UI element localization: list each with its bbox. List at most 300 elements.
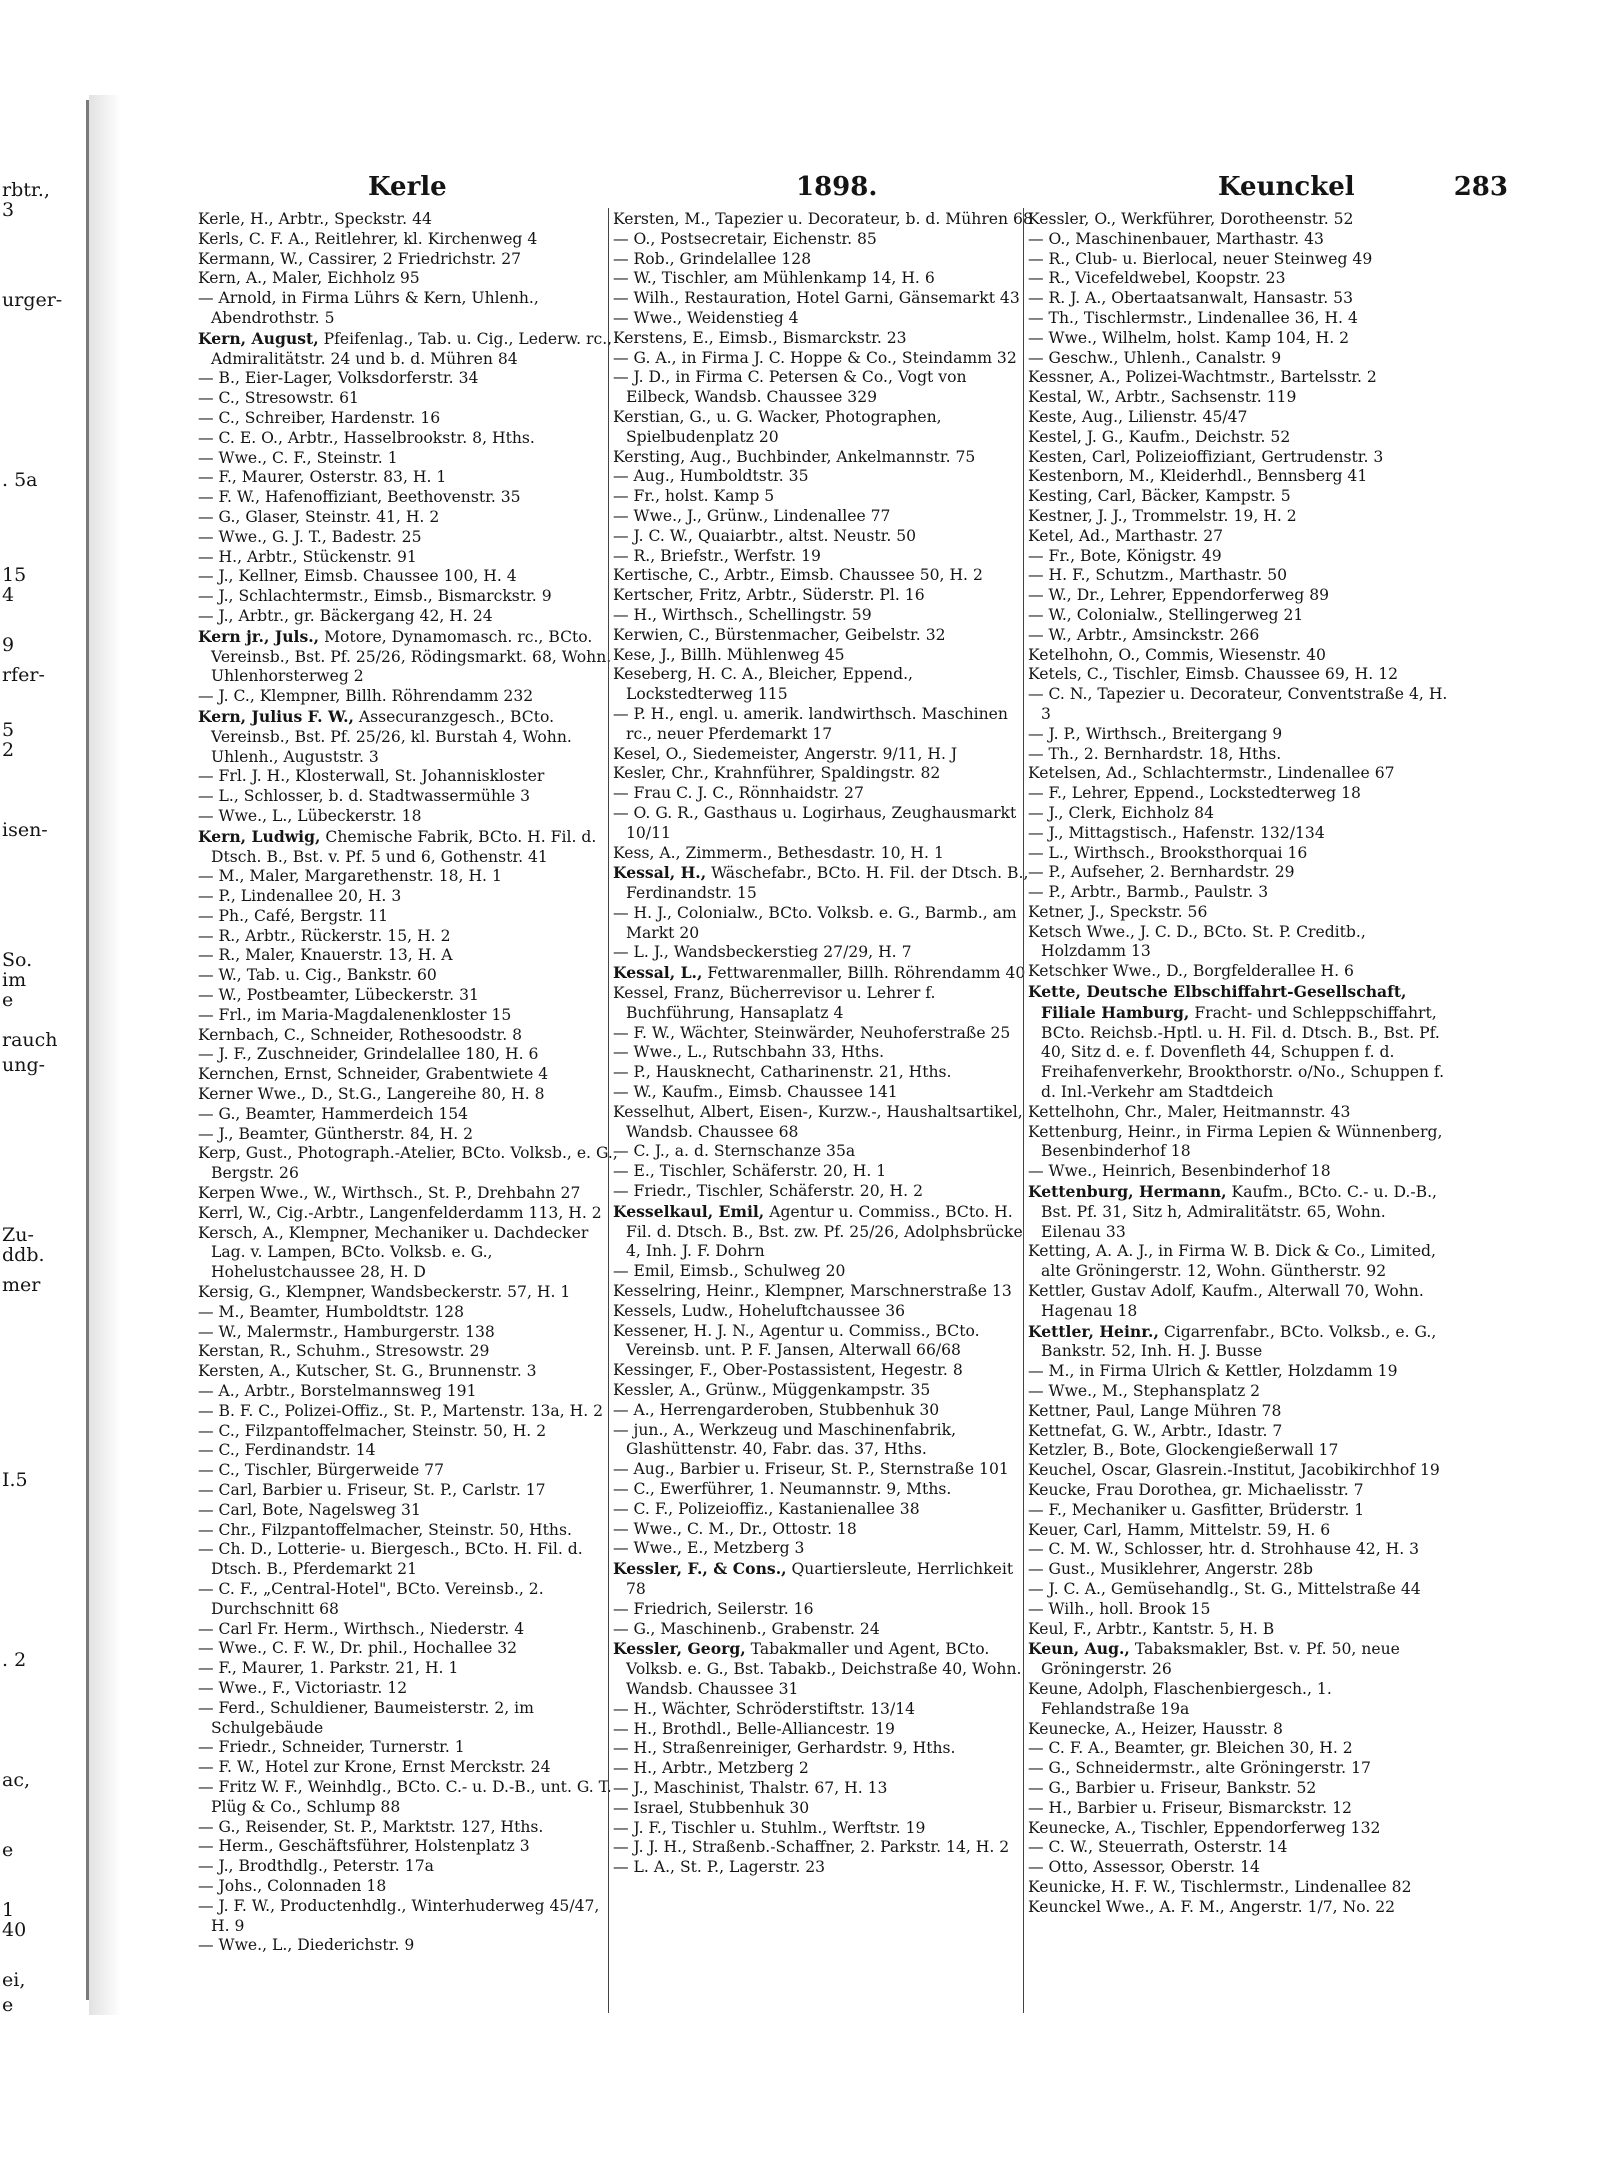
entry-text: Ketner, J., Speckstr. 56 [1028, 902, 1208, 921]
entry-bold-name: Kessler, Georg, [613, 1639, 746, 1659]
entry-text: — J. P., Wirthsch., Breitergang 9 [1028, 724, 1283, 743]
entry-text: Ketschker Wwe., D., Borgfelderallee H. 6 [1028, 962, 1354, 981]
entry-text: Kestel, J. G., Kaufm., Deichstr. 52 [1028, 427, 1291, 446]
directory-entry [198, 787, 618, 807]
directory-entry [1028, 903, 1448, 923]
previous-page-text-fragment: So. [2, 949, 33, 971]
directory-entry [613, 566, 1033, 586]
directory-entry [613, 1361, 1033, 1381]
previous-page-text-fragment: rauch [2, 1029, 58, 1051]
entry-text: Kerner Wwe., D., St.G., Langereihe 80, H. 8 [198, 1085, 545, 1104]
directory-entry [613, 1202, 1033, 1262]
entry-text: Kern, A., Maler, Eichholz 95 [198, 269, 420, 288]
entry-text: — J. C. W., Quaiarbtr., altst. Neustr. 50 [613, 526, 917, 545]
directory-entry [613, 1421, 1033, 1461]
entry-text: — W., Kaufm., Eimsb. Chaussee 141 [613, 1083, 898, 1102]
directory-entry [1028, 1878, 1448, 1898]
previous-page-text-fragment: urger- [2, 289, 63, 311]
directory-entry [613, 844, 1033, 864]
entry-text: Ketsch Wwe., J. C. D., BCto. St. P. Creditb., Holzdamm 13 [1028, 922, 1366, 961]
directory-entry [1028, 1759, 1448, 1779]
directory-entry [613, 487, 1033, 507]
entry-text: — Carl, Bote, Nagelsweg 31 [198, 1500, 421, 1519]
directory-entry [1028, 606, 1448, 626]
entry-text: Cigarrenfabr., BCto. Volksb., e. G., Bankstr. 52, Inh. H. J. Busse [1041, 1322, 1437, 1361]
directory-entry [613, 1739, 1033, 1759]
directory-entry [1028, 1540, 1448, 1560]
directory-entry [198, 269, 618, 289]
directory-entry [613, 507, 1033, 527]
book-gutter-shadow [89, 95, 121, 2015]
directory-entry [1028, 824, 1448, 844]
directory-entry [198, 1481, 618, 1501]
entry-text: — G. A., in Firma J. C. Hoppe & Co., Steindamm 32 [613, 348, 1017, 367]
entry-text: Kessener, H. J. N., Agentur u. Commiss., BCto. Vereinsb. unt. P. F. Jansen, Alterwall 66/68 [613, 1321, 980, 1360]
directory-entry [198, 429, 618, 449]
directory-entry [613, 250, 1033, 270]
directory-entry [613, 408, 1033, 448]
directory-entry [613, 210, 1033, 230]
directory-entry [1028, 1858, 1448, 1878]
directory-entry [1028, 230, 1448, 250]
directory-entry [1028, 685, 1448, 725]
directory-entry [198, 1738, 618, 1758]
entry-text: Kettnefat, G. W., Arbtr., Idastr. 7 [1028, 1421, 1283, 1440]
column-1 [198, 210, 618, 1956]
directory-entry [613, 1500, 1033, 1520]
entry-text: Kersch, A., Klempner, Mechaniker u. Dachdecker Lag. v. Lampen, BCto. Volksb. e. G., Hohelustchaussee 28, H. D [198, 1223, 589, 1282]
entry-text: — W., Tab. u. Cig., Bankstr. 60 [198, 966, 437, 985]
directory-entry [198, 627, 618, 687]
entry-text: — Wwe., Weidenstieg 4 [613, 308, 799, 327]
directory-entry [613, 904, 1033, 944]
directory-entry [1028, 1898, 1448, 1918]
directory-page [123, 108, 1533, 2028]
entry-text: Kestenborn, M., Kleiderhdl., Bennsberg 41 [1028, 467, 1368, 486]
previous-page-text-fragment: 3 [2, 199, 15, 221]
directory-entry [198, 1382, 618, 1402]
entry-text: — J., Maschinist, Thalstr. 67, H. 13 [613, 1778, 888, 1797]
entry-text: — P., Hausknecht, Catharinenstr. 21, Hths. [613, 1063, 952, 1082]
entry-text: — Wwe., L., Diederichstr. 9 [198, 1936, 415, 1955]
entry-text: Kesting, Carl, Bäcker, Kampstr. 5 [1028, 487, 1291, 506]
entry-text: — Rob., Grindelallee 128 [613, 249, 812, 268]
directory-entry [1028, 448, 1448, 468]
directory-entry [1028, 408, 1448, 428]
directory-entry [1028, 665, 1448, 685]
entry-text: — R., Maler, Knauerstr. 13, H. A [198, 946, 453, 965]
entry-text: — A., Herrengarderoben, Stubbenhuk 30 [613, 1400, 940, 1419]
directory-entry [613, 1162, 1033, 1182]
directory-entry [613, 1282, 1033, 1302]
directory-entry [1028, 1182, 1448, 1242]
entry-text: — C. J., a. d. Sternschanze 35a [613, 1142, 856, 1161]
previous-page-text-fragment: 40 [2, 1919, 27, 1941]
directory-entry [613, 1063, 1033, 1083]
entry-text: — Frl., im Maria-Magdalenenkloster 15 [198, 1005, 512, 1024]
entry-text: — J., Kellner, Eimsb. Chaussee 100, H. 4 [198, 567, 517, 586]
entry-text: — R., Vicefeldwebel, Koopstr. 23 [1028, 269, 1286, 288]
entry-text: Kerwien, C., Bürstenmacher, Geibelstr. 32 [613, 625, 946, 644]
entry-text: — W., Dr., Lehrer, Eppendorferweg 89 [1028, 586, 1330, 605]
entry-bold-name: Kettler, Heinr., [1028, 1321, 1159, 1341]
entry-text: Agentur u. Commiss., BCto. H. Fil. d. Dtsch. B., Bst. zw. Pf. 25/26, Adolphsbrücke 4, Inh. J. F. Dohrn [626, 1202, 1023, 1261]
directory-entry [613, 863, 1033, 904]
entry-text: Pfeifenlag., Tab. u. Cig., Lederw. rc., Admiralitätstr. 24 und b. d. Mühren 84 [211, 329, 613, 368]
entry-text: Chemische Fabrik, BCto. H. Fil. d. Dtsch. B., Bst. v. Pf. 5 und 6, Gothenstr. 41 [211, 827, 597, 866]
entry-text: Keunecke, A., Tischler, Eppendorferweg 132 [1028, 1818, 1381, 1837]
entry-text: Kettenburg, Heinr., in Firma Lepien & Wünnenberg, Besenbinderhof 18 [1028, 1122, 1443, 1161]
directory-entry [198, 707, 618, 767]
entry-text: — Wilh., Restauration, Hotel Garni, Gänsemarkt 43 [613, 289, 1020, 308]
directory-entry [198, 807, 618, 827]
entry-text: Keul, F., Arbtr., Kantstr. 5, H. B [1028, 1619, 1275, 1638]
directory-entry [198, 1897, 618, 1937]
entry-bold-name: Kern, August, [198, 328, 319, 348]
entry-text: — H. J., Colonialw., BCto. Volksb. e. G., Barmb., am Markt 20 [613, 903, 1017, 942]
directory-entry [613, 1838, 1033, 1858]
entry-bold-name: Kern, Ludwig, [198, 826, 321, 846]
page-number: 283 [1453, 172, 1508, 202]
directory-entry [613, 368, 1033, 408]
entry-text: Fracht- und Schleppschiffahrt, BCto. Reichsb.-Hptl. u. H. Fil. d. Dtsch. B., Bst. Pf. 40, Sitz d. e. f. Dovenfleth 44, Schuppen f. d. Freihafenverkehr, Brookthorstr. o/No., Schuppen f. d. Inl.-Verkehr am Stadtdeich [1041, 1003, 1445, 1102]
directory-entry [1028, 1501, 1448, 1521]
entry-text: — H., Wächter, Schröderstiftstr. 13/14 [613, 1699, 916, 1718]
directory-entry [613, 626, 1033, 646]
entry-text: — Th., Tischlermstr., Lindenallee 36, H. 4 [1028, 308, 1358, 327]
directory-entry [1028, 1322, 1448, 1363]
entry-text: — G., Schneidermstr., alte Gröningerstr. 17 [1028, 1759, 1371, 1778]
directory-entry [613, 1480, 1033, 1500]
directory-entry [1028, 883, 1448, 903]
entry-text: — C. F. A., Beamter, gr. Bleichen 30, H. 2 [1028, 1739, 1353, 1758]
directory-entry [1028, 804, 1448, 824]
directory-entry [1028, 487, 1448, 507]
entry-text: Kertscher, Fritz, Arbtr., Süderstr. Pl. 16 [613, 586, 925, 605]
entry-text: — H., Wirthsch., Schellingstr. 59 [613, 605, 872, 624]
directory-entry [198, 548, 618, 568]
directory-entry [613, 349, 1033, 369]
directory-entry [1028, 725, 1448, 745]
entry-text: — H., Arbtr., Stückenstr. 91 [198, 547, 417, 566]
directory-entry [613, 527, 1033, 547]
directory-entry [613, 1858, 1033, 1878]
directory-entry [613, 1262, 1033, 1282]
entry-text: — H., Barbier u. Friseur, Bismarckstr. 12 [1028, 1798, 1352, 1817]
entry-text: Kernbach, C., Schneider, Rothesoodstr. 8 [198, 1025, 523, 1044]
entry-text: — W., Colonialw., Stellingerweg 21 [1028, 605, 1304, 624]
entry-text: Keseberg, H. C. A., Bleicher, Eppend., Lockstedterweg 115 [613, 665, 914, 704]
directory-entry [198, 1501, 618, 1521]
previous-page-text-fragment: mer [2, 1274, 41, 1296]
entry-text: — Wwe., C. M., Dr., Ottostr. 18 [613, 1519, 857, 1538]
directory-entry [198, 289, 618, 329]
directory-entry [198, 1778, 618, 1818]
entry-text: Kertische, C., Arbtr., Eimsb. Chaussee 50, H. 2 [613, 566, 983, 585]
previous-page-text-fragment: e [2, 1994, 14, 2016]
directory-entry [198, 1639, 618, 1659]
entry-text: Kesel, O., Siedemeister, Angerstr. 9/11, H. J [613, 744, 958, 763]
directory-entry [1028, 1838, 1448, 1858]
entry-text: — Wwe., M., Stephansplatz 2 [1028, 1382, 1261, 1401]
entry-text: — Johs., Colonnaden 18 [198, 1876, 387, 1895]
directory-entry [613, 230, 1033, 250]
directory-entry [613, 1103, 1033, 1143]
entry-text: Kestal, W., Arbtr., Sachsenstr. 119 [1028, 388, 1297, 407]
directory-entry [198, 1699, 618, 1739]
entry-text: — C. F., „Central-Hotel", BCto. Vereinsb., 2. Durchschnitt 68 [198, 1579, 544, 1618]
entry-text: — F., Mechaniker u. Gasfitter, Brüderstr. 1 [1028, 1500, 1365, 1519]
directory-entry [198, 587, 618, 607]
entry-text: — C. W., Steuerrath, Osterstr. 14 [1028, 1838, 1288, 1857]
directory-entry [613, 547, 1033, 567]
entry-text: — Ch. D., Lotterie- u. Biergesch., BCto. H. Fil. d. Dtsch. B., Pferdemarkt 21 [198, 1540, 583, 1579]
directory-entry [613, 1700, 1033, 1720]
directory-entry [613, 784, 1033, 804]
directory-entry [198, 1620, 618, 1640]
entry-text: — P., Aufseher, 2. Bernhardstr. 29 [1028, 863, 1295, 882]
directory-entry [613, 606, 1033, 626]
entry-text: — Wwe., E., Metzberg 3 [613, 1539, 805, 1558]
entry-bold-name: Kettenburg, Hermann, [1028, 1182, 1227, 1202]
entry-text: Keunckel Wwe., A. F. M., Angerstr. 1/7, No. 22 [1028, 1897, 1396, 1916]
directory-entry [198, 1184, 618, 1204]
entry-text: — Aug., Barbier u. Friseur, St. P., Sternstraße 101 [613, 1460, 1009, 1479]
left-guide-word: Kerle [368, 172, 447, 202]
entry-text: — Wwe., Heinrich, Besenbinderhof 18 [1028, 1162, 1331, 1181]
entry-text: — H., Arbtr., Metzberg 2 [613, 1759, 809, 1778]
entry-text: — Wwe., L., Lübeckerstr. 18 [198, 806, 422, 825]
directory-entry [1028, 1362, 1448, 1382]
directory-entry [198, 1224, 618, 1283]
entry-text: Kestner, J. J., Trommelstr. 19, H. 2 [1028, 506, 1297, 525]
directory-entry [198, 907, 618, 927]
directory-entry [1028, 1779, 1448, 1799]
directory-entry [198, 1045, 618, 1065]
entry-text: Ketzler, B., Bote, Glockengießerwall 17 [1028, 1441, 1339, 1460]
entry-text: — Gust., Musiklehrer, Angerstr. 28b [1028, 1560, 1313, 1579]
entry-text: — Frl. J. H., Klosterwall, St. Johanniskloster [198, 767, 545, 786]
directory-entry [613, 665, 1033, 705]
directory-entry [613, 1302, 1033, 1322]
previous-page-text-fragment: 1 [2, 1899, 15, 1921]
directory-entry [198, 927, 618, 947]
entry-text: Ketelhohn, O., Commis, Wiesenstr. 40 [1028, 645, 1326, 664]
directory-entry [1028, 388, 1448, 408]
directory-entry [198, 1362, 618, 1382]
entry-text: — J., Brodthdlg., Peterstr. 17a [198, 1857, 434, 1876]
directory-entry [198, 389, 618, 409]
directory-entry [198, 1818, 618, 1838]
entry-text: Kesselhut, Albert, Eisen-, Kurzw.-, Haushaltsartikel, Wandsb. Chaussee 68 [613, 1102, 1023, 1141]
page-header [178, 172, 1533, 208]
previous-page-text-fragment: rbtr., [2, 179, 50, 201]
directory-entry [1028, 923, 1448, 963]
directory-entry [198, 528, 618, 548]
previous-page-text-fragment: e [2, 1839, 14, 1861]
directory-entry [198, 1303, 618, 1323]
entry-text: Keste, Aug., Lilienstr. 45/47 [1028, 407, 1248, 426]
entry-text: — Wwe., C. F. W., Dr. phil., Hochallee 32 [198, 1639, 518, 1658]
entry-text: — Wwe., G. J. T., Badestr. 25 [198, 527, 422, 546]
entry-bold-name: Kern, Julius F. W., [198, 706, 354, 726]
entry-text: — O., Maschinenbauer, Marthastr. 43 [1028, 229, 1324, 248]
entry-text: — M., Beamter, Humboldtstr. 128 [198, 1302, 465, 1321]
entry-text: — L., Schlosser, b. d. Stadtwassermühle 3 [198, 787, 531, 806]
entry-text: — R., Arbtr., Rückerstr. 15, H. 2 [198, 926, 451, 945]
entry-text: — J. F., Tischler u. Stuhlm., Werftstr. 19 [613, 1818, 926, 1837]
previous-page-text-fragment: 2 [2, 739, 15, 761]
directory-entry [198, 329, 618, 370]
entry-text: — Otto, Assessor, Oberstr. 14 [1028, 1858, 1260, 1877]
entry-text: — F. W., Wächter, Steinwärder, Neuhoferstraße 25 [613, 1023, 1011, 1042]
directory-entry [198, 1085, 618, 1105]
entry-text: — C., Stresowstr. 61 [198, 389, 359, 408]
entry-text: Quartiersleute, Herrlichkeit 78 [626, 1560, 1014, 1598]
directory-entry [198, 1521, 618, 1541]
entry-text: Keunicke, H. F. W., Tischlermstr., Lindenallee 82 [1028, 1877, 1412, 1896]
entry-text: Kermann, W., Cassirer, 2 Friedrichstr. 27 [198, 249, 522, 268]
directory-entry [1028, 1103, 1448, 1123]
entry-text: — Carl Fr. Herm., Wirthsch., Niederstr. 4 [198, 1619, 525, 1638]
entry-text: — W., Postbeamter, Lübeckerstr. 31 [198, 986, 479, 1005]
directory-entry [198, 449, 618, 469]
right-guide-word: Keunckel [1218, 172, 1355, 202]
entry-text: — F. W., Hotel zur Krone, Ernst Merckstr. 24 [198, 1758, 551, 1777]
directory-entry [1028, 1461, 1448, 1481]
entry-text: Kessinger, F., Ober-Postassistent, Hegestr. 8 [613, 1361, 963, 1380]
entry-text: — F. W., Hafenoffiziant, Beethovenstr. 35 [198, 488, 521, 507]
entry-text: — Wwe., C. F., Steinstr. 1 [198, 448, 398, 467]
entry-text: Keunecke, A., Heizer, Hausstr. 8 [1028, 1719, 1283, 1738]
entry-text: — Fr., Bote, Königstr. 49 [1028, 546, 1222, 565]
directory-entry [1028, 289, 1448, 309]
directory-entry [1028, 626, 1448, 646]
previous-page-text-fragment: 5 [2, 719, 15, 741]
directory-entry [198, 1065, 618, 1085]
directory-entry [1028, 329, 1448, 349]
entry-text: Kettler, Gustav Adolf, Kaufm., Alterwall 70, Wohn. Hagenau 18 [1028, 1282, 1424, 1320]
entry-text: — C., Ferdinandstr. 14 [198, 1441, 376, 1460]
directory-entry [613, 705, 1033, 745]
entry-text: — G., Beamter, Hammerdeich 154 [198, 1104, 469, 1123]
directory-entry [198, 1204, 618, 1224]
entry-text: — P., Arbtr., Barmb., Paulstr. 3 [1028, 883, 1269, 902]
entry-text: — J. F. W., Productenhdlg., Winterhuderweg 45/47, H. 9 [198, 1896, 600, 1935]
directory-entry [198, 887, 618, 907]
entry-text: Kerls, C. F. A., Reitlehrer, kl. Kirchenweg 4 [198, 229, 538, 248]
directory-entry [1028, 507, 1448, 527]
entry-text: — L. J., Wandsbeckerstieg 27/29, H. 7 [613, 943, 912, 962]
entry-bold-name: Kette, Deutsche Elbschiffahrt-Gesellschaft, Filiale Hamburg, [1028, 982, 1407, 1022]
previous-page-text-fragment: ei, [2, 1969, 26, 1991]
directory-entry [1028, 784, 1448, 804]
entry-text: Keuchel, Oscar, Glasrein.-Institut, Jacobikirchhof 19 [1028, 1461, 1440, 1480]
entry-text: — J. C., Klempner, Billh. Röhrendamm 232 [198, 687, 534, 706]
previous-page-text-fragment: e [2, 989, 14, 1011]
entry-text: — J., Beamter, Güntherstr. 84, H. 2 [198, 1124, 474, 1143]
entry-text: — Wwe., L., Rutschbahn 33, Hths. [613, 1043, 885, 1062]
directory-entry [613, 963, 1033, 984]
entry-text: Assecuranzgesch., BCto. Vereinsb., Bst. Pf. 25/26, kl. Burstah 4, Wohn. Uhlenh., Auguststr. 3 [211, 707, 572, 766]
entry-text: — G., Barbier u. Friseur, Bankstr. 52 [1028, 1778, 1317, 1797]
entry-text: — F., Lehrer, Eppend., Lockstedterweg 18 [1028, 784, 1361, 803]
directory-entry [1028, 844, 1448, 864]
directory-entry [198, 1026, 618, 1046]
directory-entry [1028, 309, 1448, 329]
directory-entry [198, 966, 618, 986]
directory-entry [198, 867, 618, 887]
entry-text: — C. N., Tapezier u. Decorateur, Conventstraße 4, H. 3 [1028, 685, 1448, 723]
column-divider [1023, 208, 1024, 2013]
directory-entry [198, 1342, 618, 1362]
entry-text: Kesselring, Heinr., Klempner, Marschnerstraße 13 [613, 1282, 1012, 1301]
directory-entry [1028, 1242, 1448, 1282]
entry-text: — C. E. O., Arbtr., Hasselbrookstr. 8, Hths. [198, 428, 535, 447]
previous-page-text-fragment: . 2 [2, 1649, 27, 1671]
entry-text: — Aug., Humboldtstr. 35 [613, 467, 809, 486]
directory-entry [198, 1837, 618, 1857]
entry-text: Kerpen Wwe., W., Wirthsch., St. P., Drehbahn 27 [198, 1184, 581, 1203]
directory-entry [198, 1105, 618, 1125]
directory-entry [1028, 962, 1448, 982]
directory-entry [613, 1142, 1033, 1162]
entry-text: — P. H., engl. u. amerik. landwirthsch. Maschinen rc., neuer Pferdemarkt 17 [613, 704, 1008, 743]
directory-entry [198, 687, 618, 707]
entry-text: — M., in Firma Ulrich & Kettler, Holzdamm 19 [1028, 1362, 1398, 1381]
directory-entry [198, 1679, 618, 1699]
directory-entry [198, 488, 618, 508]
directory-entry [198, 1283, 618, 1303]
directory-entry [198, 1006, 618, 1026]
directory-entry [1028, 1799, 1448, 1819]
directory-entry [198, 767, 618, 787]
directory-entry [1028, 527, 1448, 547]
previous-page-text-fragment: I.5 [2, 1469, 28, 1491]
entry-text: — J., Arbtr., gr. Bäckergang 42, H. 24 [198, 606, 493, 625]
directory-entry [1028, 566, 1448, 586]
entry-text: — R. J. A., Obertaatsanwalt, Hansastr. 53 [1028, 289, 1354, 308]
entry-text: Ketting, A. A. J., in Firma W. B. Dick & Co., Limited, alte Gröningerstr. 12, Wohn. Güntherstr. 92 [1028, 1242, 1436, 1281]
directory-entry [613, 1600, 1033, 1620]
entry-text: — Friedr., Schneider, Turnerstr. 1 [198, 1738, 465, 1757]
directory-entry [198, 508, 618, 528]
previous-page-text-fragment: isen- [2, 819, 48, 841]
entry-text: — Ph., Café, Bergstr. 11 [198, 906, 388, 925]
entry-text: — G., Maschinenb., Grabenstr. 24 [613, 1619, 880, 1638]
previous-page-edge [0, 100, 89, 2016]
directory-entry [1028, 368, 1448, 388]
directory-entry [198, 946, 618, 966]
entry-text: — M., Maler, Margarethenstr. 18, H. 1 [198, 867, 502, 886]
directory-entry [613, 1799, 1033, 1819]
directory-entry [198, 1580, 618, 1620]
entry-text: — L., Wirthsch., Brooksthorquai 16 [1028, 843, 1308, 862]
entry-text: Fettwarenmaller, Billh. Röhrendamm 40 [702, 964, 1026, 983]
previous-page-text-fragment: 15 [2, 564, 27, 586]
directory-entry [613, 804, 1033, 844]
directory-entry [198, 1422, 618, 1442]
directory-entry [1028, 547, 1448, 567]
entry-text: — Wwe., F., Victoriastr. 12 [198, 1678, 408, 1697]
entry-text: Kersting, Aug., Buchbinder, Ankelmannstr. 75 [613, 447, 976, 466]
previous-page-text-fragment: im [2, 969, 27, 991]
directory-entry [198, 1461, 618, 1481]
directory-entry [198, 1936, 618, 1956]
directory-entry [613, 745, 1033, 765]
entry-text: Ketel, Ad., Marthastr. 27 [1028, 526, 1224, 545]
directory-entry [1028, 1739, 1448, 1759]
